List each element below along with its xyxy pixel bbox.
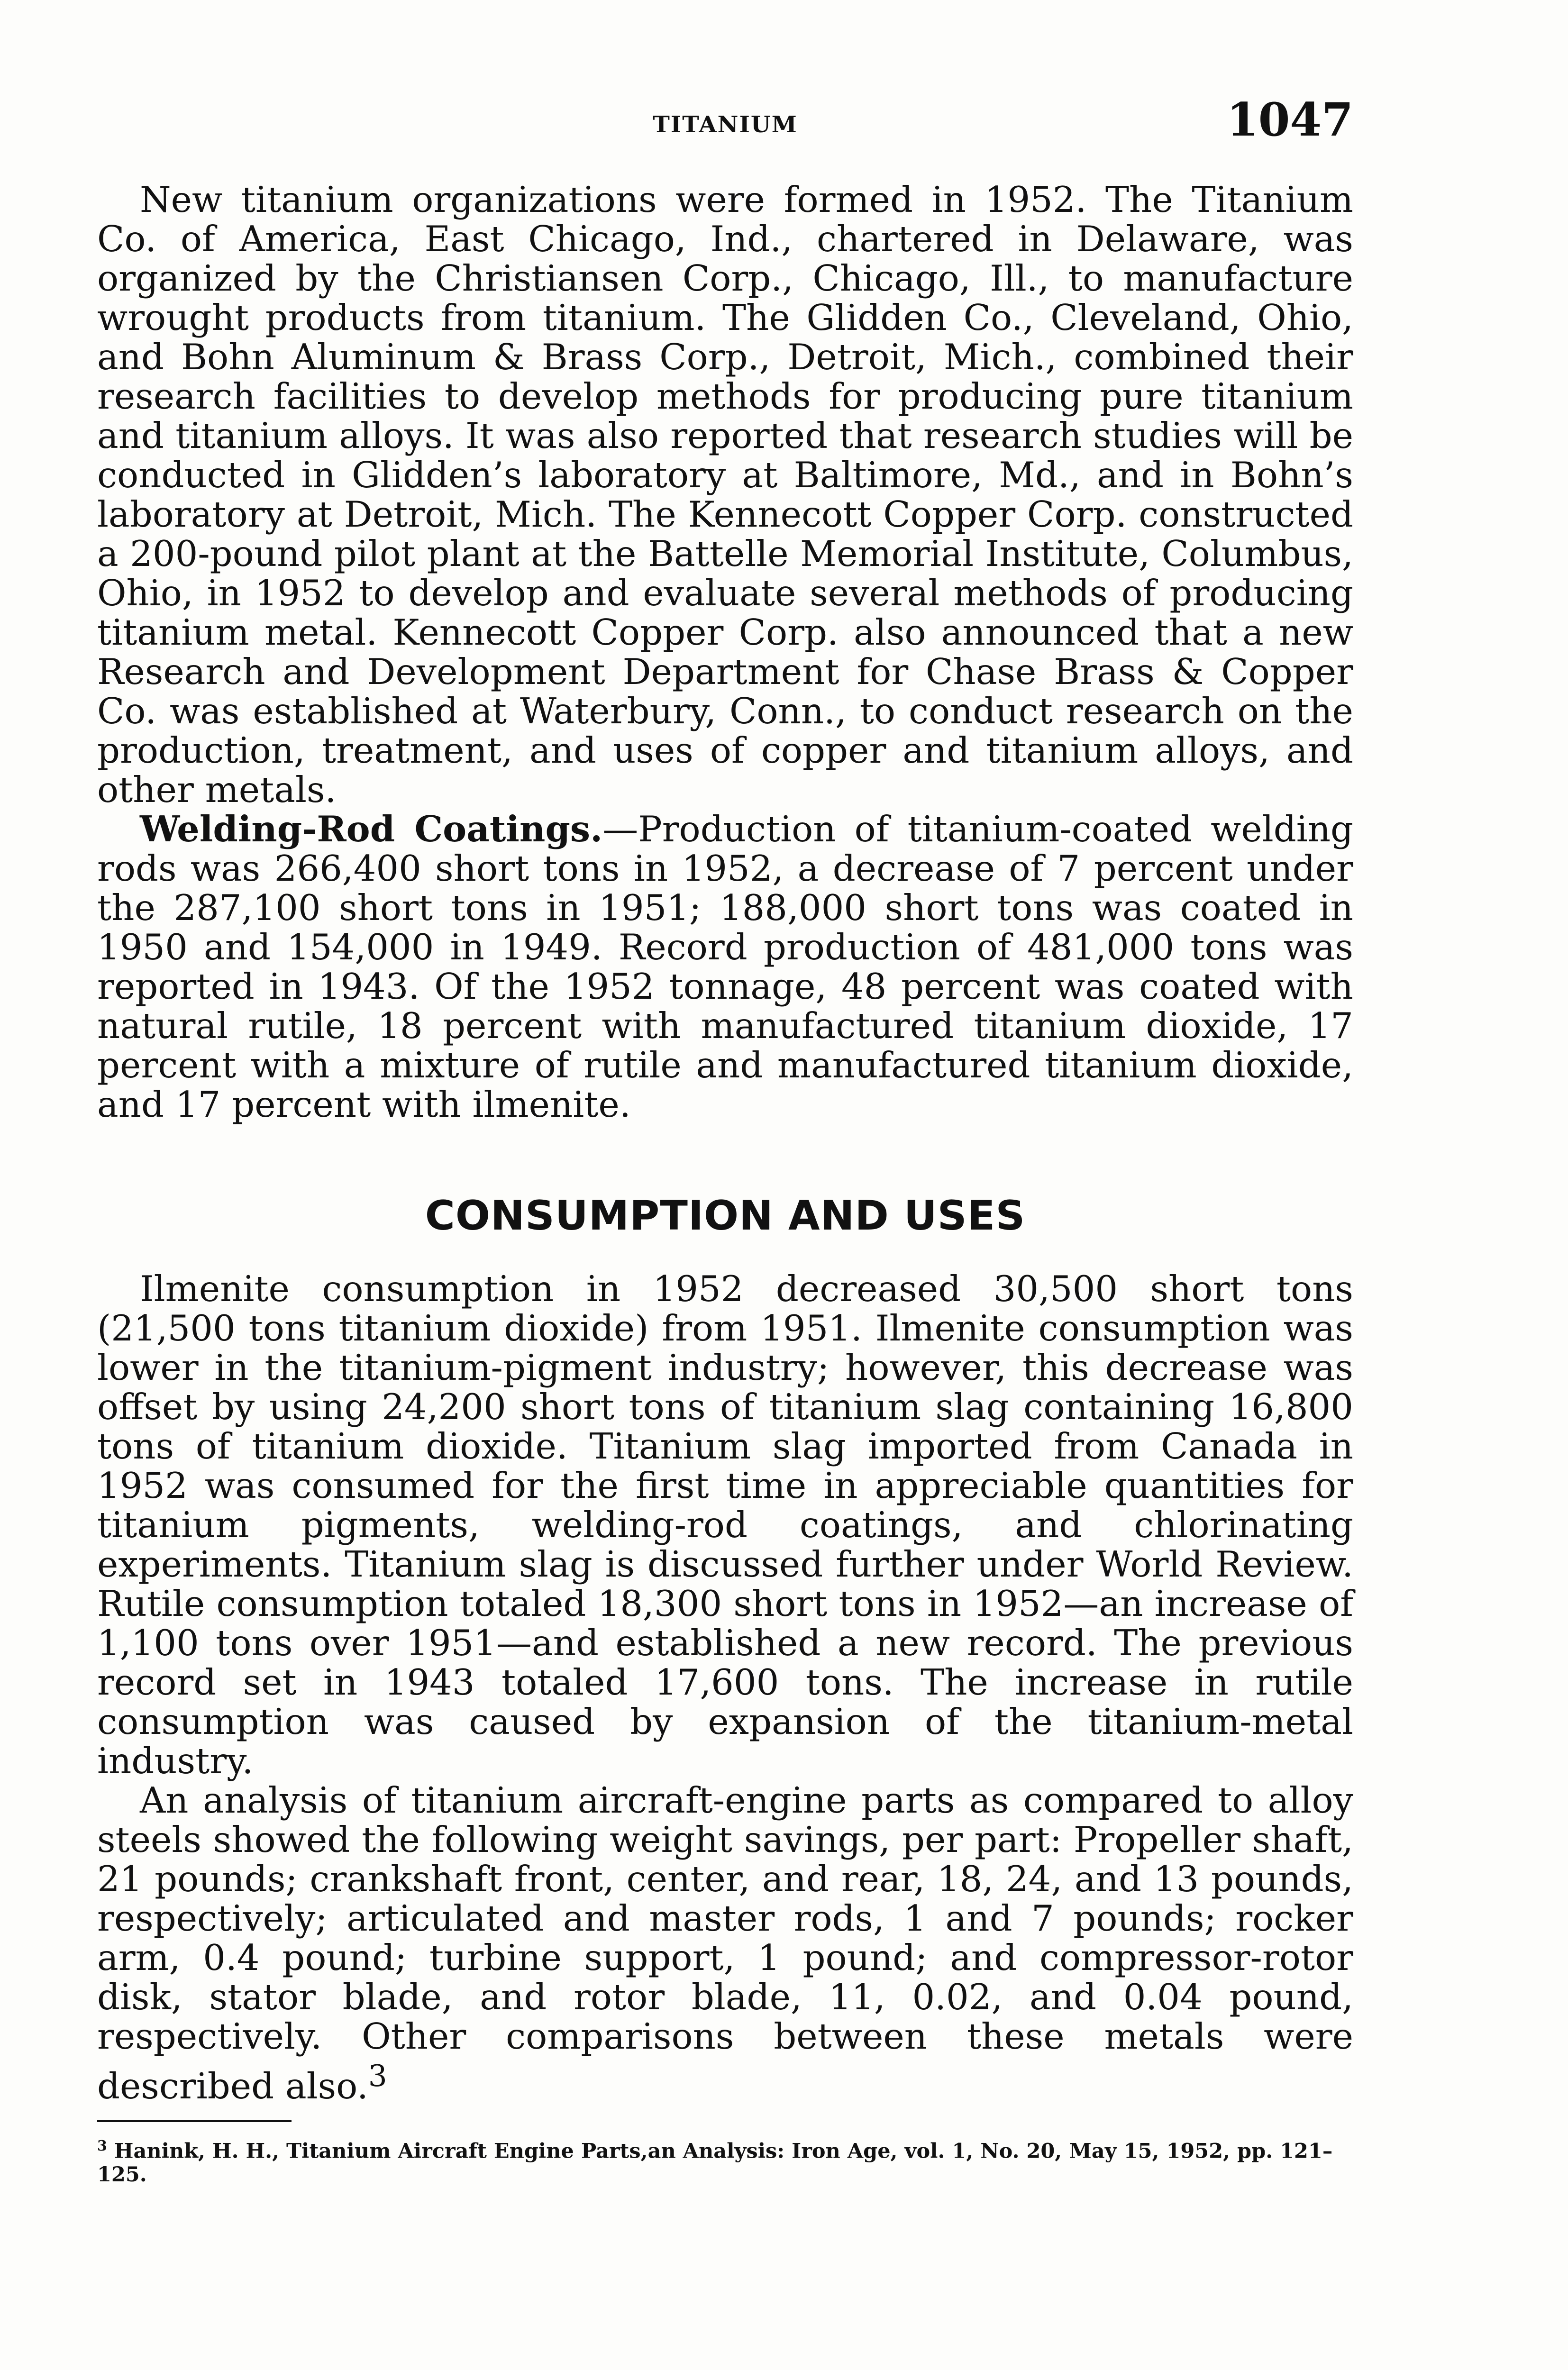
running-head: TITANIUM	[653, 111, 798, 138]
paragraph-ilmenite-consumption	[97, 1269, 1353, 1781]
footnote-text: Hanink, H. H., Titanium Aircraft Engine Parts,an Analysis: Iron Age, vol. 1, No. 20, May 15, 1952, pp. 121–125.	[97, 2139, 1333, 2187]
paragraph-aircraft-engine-parts	[97, 1781, 1353, 2106]
paragraph-text: —Production of titanium-coated welding rods was 266,400 short tons in 1952, a decrease of 7 percent under the 287,100 short tons in 1951; 188,000 short tons was coated in 1950 and 154,000 in 1949. Record production of 481,000 tons was reported in 1943. Of the 1952 tonnage, 48 percent was coated with natural rutile, 18 percent with manufactured titanium dioxide, 17 percent with a mixture of rutile and manufactured titanium dioxide, and 17 percent with ilmenite.	[97, 808, 1354, 1125]
footnote	[97, 2134, 1353, 2187]
run-in-heading: Welding-Rod Coatings.	[140, 808, 603, 850]
footnote-marker: 3	[97, 2138, 107, 2154]
paragraph-text: An analysis of titanium aircraft-engine parts as compared to alloy steels showed the following weight savings, per part: Propeller shaft, 21 pounds; crankshaft front, center, and rear, 18, 24, and 13 pounds, respectively; articulated and master rods, 1 and 7 pounds; rocker arm, 0.4 pound; turbine support, 1 pound; and compressor-rotor disk, stator blade, and rotor blade, 11, 0.02, and 0.04 pound, respectively. Other comparisons between these metals were described also.	[97, 1779, 1353, 2107]
page-number: 1047	[1226, 93, 1353, 146]
footnote-reference: 3	[368, 2059, 387, 2093]
paragraph-welding-rod-coatings	[97, 810, 1353, 1124]
page-body	[97, 180, 1353, 2187]
paragraph-new-organizations	[97, 180, 1353, 810]
paragraph-text: Ilmenite consumption in 1952 decreased 30,500 short tons (21,500 tons titanium dioxide) from 1951. Ilmenite consumption was lower in the titanium-pigment industry; however, this decrease was offset by using 24,200 short tons of titanium slag containing 16,800 tons of titanium dioxide. Titanium slag imported from Canada in 1952 was consumed for the first time in appreciable quantities for titanium pigments, welding-rod coatings, and chlorinating experiments. Titanium slag is discussed further under World Review. Rutile consumption totaled 18,300 short tons in 1952—an increase of 1,100 tons over 1951—and established a new record. The previous record set in 1943 totaled 17,600 tons. The increase in rutile consumption was caused by expansion of the titanium-metal industry.	[97, 1268, 1353, 1782]
footnote-divider	[97, 2120, 292, 2122]
page-header	[97, 93, 1353, 154]
section-title: CONSUMPTION AND USES	[425, 1192, 1026, 1240]
paragraph-text: New titanium organizations were formed in 1952. The Titanium Co. of America, East Chicago, Ind., chartered in Delaware, was organized by the Christiansen Corp., Chicago, Ill., to manufacture wrought products from titanium. The Glidden Co., Cleveland, Ohio, and Bohn Aluminum & Brass Corp., Detroit, Mich., combined their research facilities to develop methods for producing pure titanium and titanium alloys. It was also reported that research studies will be conducted in Glidden’s laboratory at Baltimore, Md., and in Bohn’s laboratory at Detroit, Mich. The Kennecott Copper Corp. constructed a 200-pound pilot plant at the Battelle Memorial Institute, Columbus, Ohio, in 1952 to develop and evaluate several methods of producing titanium metal. Kennecott Copper Corp. also announced that a new Research and Development Department for Chase Brass & Copper Co. was established at Waterbury, Conn., to conduct research on the production, treatment, and uses of copper and titanium alloys, and other metals.	[97, 179, 1353, 811]
